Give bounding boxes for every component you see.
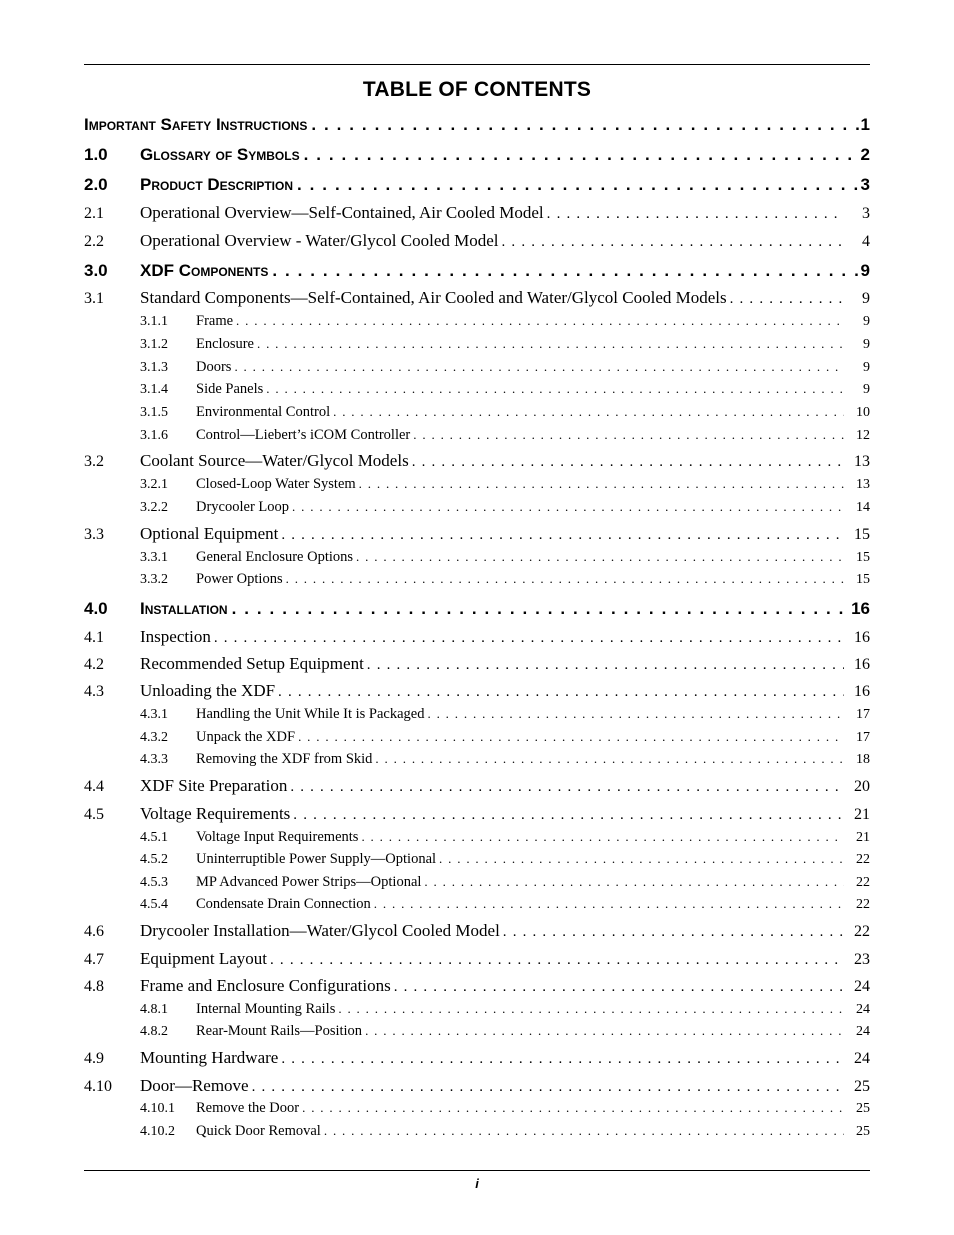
toc-entry-number: 1.0 [84, 145, 108, 164]
toc-entry-title: Recommended Setup Equipment [140, 654, 364, 673]
toc-entry[interactable] [84, 549, 870, 566]
toc-entry-page: 9 [860, 261, 870, 280]
dot-leader [413, 427, 844, 443]
toc-entry-page: 12 [856, 428, 870, 443]
toc-entry[interactable] [84, 359, 870, 376]
toc-entry-page: 16 [854, 656, 870, 673]
toc-entry-title: Voltage Input Requirements [196, 829, 359, 845]
toc-entry-title: General Enclosure Options [196, 549, 354, 565]
toc-entry-number: 2.0 [84, 175, 108, 194]
dot-leader [439, 851, 844, 867]
toc-entry-title: Important Safety Instructions [84, 115, 308, 134]
toc-entry[interactable] [84, 571, 870, 588]
toc-entry[interactable] [84, 381, 870, 398]
toc-entry[interactable] [84, 203, 870, 223]
dot-leader [257, 336, 844, 352]
dot-leader [365, 1023, 844, 1039]
toc-entry-page: 9 [863, 382, 870, 397]
toc-entry-number: 4.3 [84, 683, 104, 700]
toc-entry-page: 9 [863, 314, 870, 329]
toc-entry-number: 3.2.1 [140, 477, 168, 492]
toc-entry-title: MP Advanced Power Strips—Optional [196, 874, 422, 890]
toc-entry-number: 3.3.2 [140, 572, 168, 587]
toc-entry-number: 4.3.3 [140, 752, 168, 767]
dot-leader [270, 952, 844, 969]
toc-entry-title: Rear-Mount Rails—Position [196, 1023, 363, 1039]
toc-entry-number: 3.3 [84, 526, 104, 543]
toc-entry[interactable] [84, 175, 870, 195]
dot-leader [503, 924, 844, 941]
toc-entry-page: 21 [856, 830, 870, 845]
dot-leader [333, 404, 844, 420]
toc-entry-number: 4.9 [84, 1050, 104, 1067]
toc-entry-page: 9 [863, 337, 870, 352]
toc-entry-title: Quick Door Removal [196, 1123, 321, 1139]
dot-leader [502, 234, 844, 251]
toc-entry[interactable] [84, 313, 870, 330]
toc-entry-page: 15 [856, 550, 870, 565]
toc-entry-title: Control—Liebert’s iCOM Controller [196, 427, 411, 443]
toc-entry-title: Removing the XDF from Skid [196, 751, 373, 767]
dot-leader [361, 829, 844, 845]
toc-entry-page: 1 [860, 115, 870, 134]
toc-entry-page: 14 [856, 500, 870, 515]
toc-entry-page: 9 [862, 290, 870, 307]
toc-entry[interactable] [84, 231, 870, 251]
toc-entry-title: Glossary of Symbols [140, 145, 300, 164]
toc-entry-title: Door—Remove [140, 1076, 249, 1095]
toc-entry-number: 4.10.1 [140, 1101, 175, 1116]
toc-entry-title: Mounting Hardware [140, 1048, 279, 1067]
toc-entry[interactable] [84, 896, 870, 913]
toc-entry-number: 4.8 [84, 978, 104, 995]
toc-entry[interactable] [84, 476, 870, 493]
dot-leader [338, 1001, 844, 1017]
toc-entry-title: Operational Overview - Water/Glycol Cooled Model [140, 231, 499, 250]
dot-leader [293, 807, 844, 824]
toc-entry-title: Standard Components—Self-Contained, Air Cooled and Water/Glycol Cooled Models [140, 288, 727, 307]
dot-leader [234, 359, 844, 375]
toc-entry[interactable] [84, 451, 870, 471]
toc-entry-page: 15 [854, 526, 870, 543]
toc-entry[interactable] [84, 145, 870, 165]
page-number: i [475, 1176, 479, 1191]
dot-leader [356, 549, 844, 565]
toc-entry-page: 15 [856, 572, 870, 587]
toc-entry-number: 4.5.4 [140, 897, 168, 912]
toc-entry[interactable] [84, 336, 870, 353]
toc-entry-title: Optional Equipment [140, 524, 279, 543]
dot-leader [359, 476, 844, 492]
toc-entry[interactable] [84, 851, 870, 868]
dot-leader [730, 291, 844, 308]
toc-entry-page: 25 [856, 1101, 870, 1116]
toc-entry-number: 4.3.1 [140, 707, 168, 722]
toc-entry-page: 22 [856, 897, 870, 912]
toc-entry-number: 4.0 [84, 599, 108, 618]
dot-leader [375, 751, 844, 767]
toc-entry-page: 2 [860, 145, 870, 164]
toc-entry-title: XDF Site Preparation [140, 776, 288, 795]
toc-entry-number: 4.3.2 [140, 730, 168, 745]
toc-entry-page: 23 [854, 951, 870, 968]
toc-entry[interactable] [84, 949, 870, 969]
toc-entry-page: 22 [856, 875, 870, 890]
toc-entry[interactable] [84, 776, 870, 796]
toc-entry-title: Drycooler Loop [196, 499, 290, 515]
dot-leader [304, 145, 859, 165]
toc-entry[interactable] [84, 804, 870, 824]
toc-entry-title: Unloading the XDF [140, 681, 276, 700]
toc-entry-title: Condensate Drain Connection [196, 896, 371, 912]
toc-entry[interactable] [84, 427, 870, 444]
toc-entry-number: 3.1 [84, 290, 104, 307]
toc-entry-title: Inspection [140, 627, 211, 646]
toc-entry-title: Frame [196, 313, 234, 329]
toc-entry[interactable] [84, 627, 870, 647]
toc-entry-page: 13 [854, 453, 870, 470]
toc-entry[interactable] [84, 976, 870, 996]
toc-entry-title: Remove the Door [196, 1100, 300, 1116]
dot-leader [290, 779, 844, 796]
toc-entry-title: Power Options [196, 571, 283, 587]
dot-leader [266, 381, 844, 397]
toc-entry-title: Handling the Unit While It is Packaged [196, 706, 425, 722]
toc-entry-title: Unpack the XDF [196, 729, 296, 745]
toc-entry[interactable] [84, 524, 870, 544]
dot-leader [214, 630, 844, 647]
toc-entry[interactable] [84, 115, 870, 135]
toc-entry[interactable] [84, 1001, 870, 1018]
toc-entry-number: 3.1.5 [140, 405, 168, 420]
toc-entry-page: 18 [856, 752, 870, 767]
dot-leader [297, 175, 859, 195]
toc-entry-title: Enclosure [196, 336, 254, 352]
toc-entry[interactable] [84, 1023, 870, 1040]
dot-leader [286, 571, 844, 587]
toc-entry-title: Internal Mounting Rails [196, 1001, 336, 1017]
toc-entry-number: 2.2 [84, 233, 104, 250]
toc-entry-title: Side Panels [196, 381, 264, 397]
toc-entry-number: 3.1.1 [140, 314, 168, 329]
toc-entry-page: 24 [854, 1050, 870, 1067]
toc-entry-page: 24 [854, 978, 870, 995]
dot-leader [311, 115, 858, 135]
toc-entry-page: 9 [863, 360, 870, 375]
toc-entry-number: 4.8.1 [140, 1002, 168, 1017]
toc-entry-number: 3.2 [84, 453, 104, 470]
dot-leader [281, 527, 844, 544]
dot-leader [547, 206, 844, 223]
dot-leader [292, 499, 844, 515]
toc-entry[interactable] [84, 874, 870, 891]
toc-entry-title: Installation [140, 599, 228, 618]
toc-entry-page: 4 [862, 233, 870, 250]
toc-entry[interactable] [84, 921, 870, 941]
dot-leader [394, 979, 844, 996]
toc-entry-title: Drycooler Installation—Water/Glycol Cooled Model [140, 921, 500, 940]
toc-entry-number: 4.10.2 [140, 1124, 175, 1139]
toc-entry[interactable] [84, 1100, 870, 1117]
toc-entry-number: 3.0 [84, 261, 108, 280]
top-rule [84, 64, 870, 65]
toc-entry-number: 3.1.6 [140, 428, 168, 443]
toc-entry-title: Voltage Requirements [140, 804, 291, 823]
toc-entry-number: 3.1.3 [140, 360, 168, 375]
toc-entry[interactable] [84, 404, 870, 421]
dot-leader [427, 706, 844, 722]
bottom-rule [84, 1170, 870, 1171]
toc-entry-number: 4.5.3 [140, 875, 168, 890]
toc-entry[interactable] [84, 261, 870, 281]
dot-leader [412, 454, 844, 471]
toc-entry-number: 3.2.2 [140, 500, 168, 515]
toc-entry-page: 16 [854, 683, 870, 700]
toc-entry-number: 3.3.1 [140, 550, 168, 565]
dot-leader [236, 313, 844, 329]
toc-entry-number: 4.7 [84, 951, 104, 968]
toc-entry-page: 22 [856, 852, 870, 867]
toc-entry-title: Product Description [140, 175, 294, 194]
dot-leader [298, 729, 844, 745]
toc-entry-number: 4.8.2 [140, 1024, 168, 1039]
toc-entry-title: Coolant Source—Water/Glycol Models [140, 451, 409, 470]
toc-entry[interactable] [84, 654, 870, 674]
toc-entry-page: 16 [851, 599, 870, 618]
toc-entry-title: Doors [196, 359, 232, 375]
toc-entry[interactable] [84, 288, 870, 308]
toc-entry-title: Closed-Loop Water System [196, 476, 356, 492]
toc-entry-number: 4.5 [84, 806, 104, 823]
toc-entry-page: 3 [862, 205, 870, 222]
toc-entry-title: Operational Overview—Self-Contained, Air Cooled Model [140, 203, 544, 222]
toc-entry-number: 3.1.4 [140, 382, 168, 397]
page-title: TABLE OF CONTENTS [362, 78, 592, 101]
dot-leader [324, 1123, 844, 1139]
toc-entry[interactable] [84, 706, 870, 723]
toc-entry-page: 24 [856, 1002, 870, 1017]
toc-entry-page: 22 [854, 923, 870, 940]
toc-entry-page: 20 [854, 778, 870, 795]
toc-entry-number: 4.2 [84, 656, 104, 673]
toc-entry-title: Frame and Enclosure Configurations [140, 976, 391, 995]
toc-entry-number: 4.6 [84, 923, 104, 940]
toc-entry-page: 17 [856, 730, 870, 745]
dot-leader [374, 896, 844, 912]
dot-leader [272, 261, 858, 281]
toc-entry-page: 25 [854, 1078, 870, 1095]
dot-leader [367, 657, 844, 674]
toc-entry-number: 2.1 [84, 205, 104, 222]
toc-entry-page: 25 [856, 1124, 870, 1139]
toc-entry-title: Equipment Layout [140, 949, 268, 968]
toc-entry-page: 17 [856, 707, 870, 722]
toc-entry[interactable] [84, 829, 870, 846]
dot-leader [424, 874, 844, 890]
toc-entry-number: 4.5.2 [140, 852, 168, 867]
toc-entry[interactable] [84, 751, 870, 768]
toc-entry[interactable] [84, 729, 870, 746]
toc-entry[interactable] [84, 1048, 870, 1068]
toc-entry-number: 4.10 [84, 1078, 112, 1095]
toc-entry-page: 24 [856, 1024, 870, 1039]
toc-entry[interactable] [84, 499, 870, 516]
dot-leader [232, 599, 849, 619]
toc-entry-number: 4.4 [84, 778, 104, 795]
toc-entry-title: Environmental Control [196, 404, 331, 420]
toc-entry-page: 13 [856, 477, 870, 492]
dot-leader [281, 1051, 844, 1068]
dot-leader [278, 684, 844, 701]
toc-entry-title: Uninterruptible Power Supply—Optional [196, 851, 437, 867]
toc-entry[interactable] [84, 1123, 870, 1140]
toc-entry-page: 10 [856, 405, 870, 420]
toc-entry[interactable] [84, 1076, 870, 1096]
toc-entry-number: 4.1 [84, 629, 104, 646]
toc-entry-title: XDF Components [140, 261, 269, 280]
toc-entry-page: 21 [854, 806, 870, 823]
toc-entry-number: 3.1.2 [140, 337, 168, 352]
toc-entry[interactable] [84, 681, 870, 701]
toc-entry-page: 3 [860, 175, 870, 194]
dot-leader [252, 1079, 844, 1096]
toc-entry[interactable] [84, 599, 870, 619]
dot-leader [302, 1100, 844, 1116]
toc-entry-page: 16 [854, 629, 870, 646]
toc-entry-number: 4.5.1 [140, 830, 168, 845]
